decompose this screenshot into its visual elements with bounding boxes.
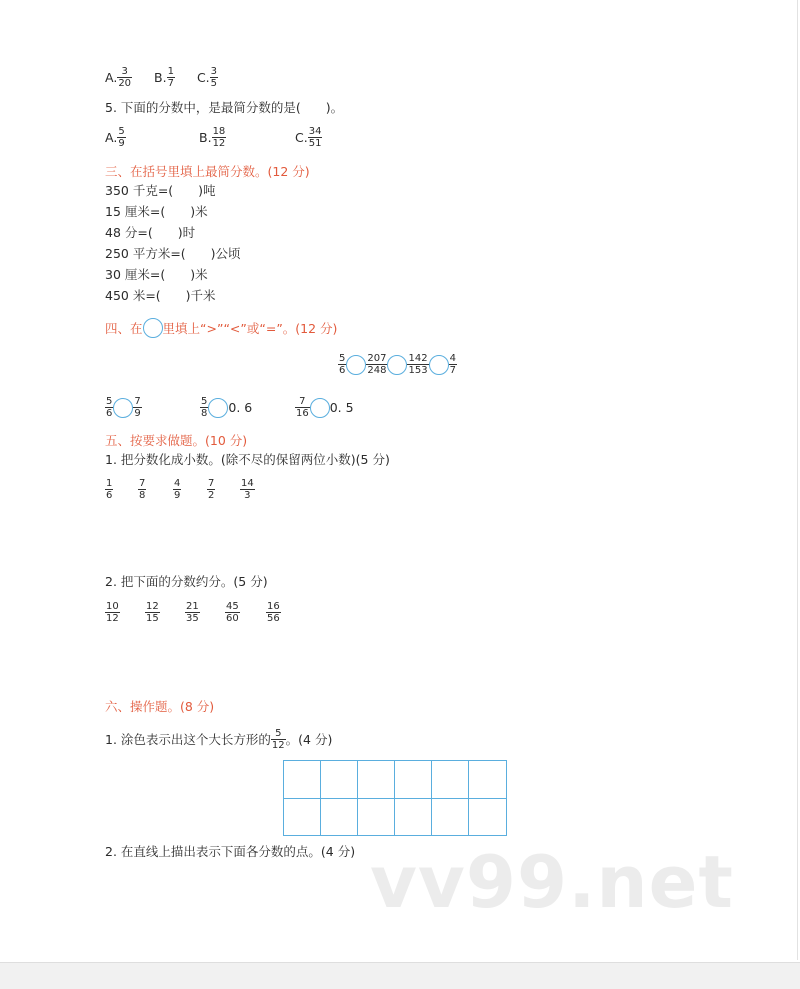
fraction xyxy=(117,126,125,149)
numerator: 7 xyxy=(299,396,306,407)
numerator: 5 xyxy=(275,728,282,739)
numerator: 5 xyxy=(106,396,113,407)
denominator: 9 xyxy=(134,408,141,419)
denominator: 7 xyxy=(449,365,456,376)
numerator: 3 xyxy=(210,66,218,77)
denominator: 56 xyxy=(267,613,280,624)
numerator: 4 xyxy=(174,478,181,489)
numerator: 7 xyxy=(134,396,141,407)
numerator: 7 xyxy=(208,478,215,489)
denominator: 8 xyxy=(139,490,146,501)
numerator: 1 xyxy=(106,478,113,489)
section-3-item: 30 厘米=( )米 xyxy=(105,267,208,282)
fraction xyxy=(105,478,113,501)
denominator: 5 xyxy=(210,78,218,89)
fraction xyxy=(449,353,457,376)
section-5-title: 五、按要求做题。(10 分) xyxy=(105,433,248,448)
title-part: 四、在 xyxy=(105,321,143,336)
denominator: 12 xyxy=(271,740,285,751)
numerator: 10 xyxy=(106,601,119,612)
denominator: 51 xyxy=(308,138,322,149)
fraction xyxy=(138,478,146,501)
watermark: vv99.net xyxy=(370,840,734,924)
fraction xyxy=(225,601,240,624)
section-3-item: 15 厘米=( )米 xyxy=(105,204,208,219)
compare-circle-input[interactable] xyxy=(429,355,449,375)
numerator: 5 xyxy=(339,353,346,364)
fraction xyxy=(308,126,323,149)
title-part: 里填上“>”“<”或“=”。(12 分) xyxy=(162,321,338,336)
fraction xyxy=(145,601,160,624)
fraction xyxy=(133,396,141,419)
denominator: 2 xyxy=(208,490,215,501)
question-text: 1. 涂色表示出这个大长方形的 xyxy=(105,731,271,747)
option-label: A. xyxy=(105,129,118,145)
fraction xyxy=(173,478,181,501)
fraction xyxy=(167,66,175,89)
compare-circle-input[interactable] xyxy=(310,398,330,418)
section-6-title: 六、操作题。(8 分) xyxy=(105,699,215,714)
option-label: B. xyxy=(154,69,167,85)
section-4-title xyxy=(105,318,337,338)
numerator: 12 xyxy=(146,601,159,612)
decimal-value: 0. 5 xyxy=(329,399,354,415)
option-label: A. xyxy=(105,69,118,85)
numerator: 45 xyxy=(226,601,239,612)
section-6-q2: 2. 在直线上描出表示下面各分数的点。(4 分) xyxy=(105,844,356,859)
denominator: 3 xyxy=(244,490,251,501)
section-3-item: 350 千克=( )吨 xyxy=(105,183,216,198)
fraction xyxy=(240,478,255,501)
fraction xyxy=(117,66,132,89)
fraction xyxy=(271,728,286,751)
numerator: 5 xyxy=(201,396,208,407)
option-label: B. xyxy=(199,129,212,145)
denominator: 9 xyxy=(174,490,181,501)
q4-option-b xyxy=(154,66,175,89)
section-3-item: 48 分=( )时 xyxy=(105,225,196,240)
question-text: 。(4 分) xyxy=(285,731,333,747)
coloring-grid[interactable] xyxy=(283,760,507,836)
numerator: 21 xyxy=(186,601,199,612)
section-5-q2: 2. 把下面的分数约分。(5 分) xyxy=(105,574,268,589)
numerator: 16 xyxy=(267,601,280,612)
numerator: 18 xyxy=(212,126,226,137)
q5-question: 5. 下面的分数中，是最简分数的是( )。 xyxy=(105,100,344,115)
compare-circle-input[interactable] xyxy=(113,398,133,418)
section-4-pair-1 xyxy=(105,396,142,419)
denominator: 60 xyxy=(226,613,239,624)
compare-circle-input[interactable] xyxy=(346,355,366,375)
numerator: 3 xyxy=(121,66,128,77)
fraction xyxy=(105,601,120,624)
fraction xyxy=(207,478,215,501)
q5-option-b xyxy=(199,126,226,149)
section-4-pair-2 xyxy=(200,396,252,419)
fraction xyxy=(266,601,281,624)
q5-option-a xyxy=(105,126,126,149)
compare-circle-input[interactable] xyxy=(208,398,228,418)
fraction xyxy=(185,601,200,624)
section-5-q1: 1. 把分数化成小数。(除不尽的保留两位小数)(5 分) xyxy=(105,452,390,467)
section-3-title: 三、在括号里填上最简分数。(12 分) xyxy=(105,164,310,179)
denominator: 15 xyxy=(146,613,159,624)
fraction xyxy=(295,396,310,419)
denominator: 248 xyxy=(367,365,387,376)
section-6-q1 xyxy=(105,728,332,751)
denominator: 16 xyxy=(296,408,309,419)
fraction xyxy=(407,353,428,376)
denominator: 12 xyxy=(212,138,226,149)
bottom-bar xyxy=(0,962,800,989)
section-3-item: 250 平方米=( )公顷 xyxy=(105,246,241,261)
denominator: 6 xyxy=(106,490,113,501)
decimal-value: 0. 6 xyxy=(228,399,253,415)
numerator: 5 xyxy=(118,126,125,137)
fraction xyxy=(212,126,227,149)
option-label: C. xyxy=(196,69,210,85)
fraction xyxy=(200,396,208,419)
numerator: 34 xyxy=(308,126,322,137)
numerator: 14 xyxy=(241,478,254,489)
numerator: 207 xyxy=(367,353,387,364)
section-4-chain xyxy=(338,353,457,376)
fraction xyxy=(105,396,113,419)
denominator: 6 xyxy=(106,408,113,419)
compare-circle-input[interactable] xyxy=(387,355,407,375)
numerator: 142 xyxy=(408,353,428,364)
numerator: 4 xyxy=(449,353,456,364)
denominator: 7 xyxy=(167,78,174,89)
section-3-item: 450 米=( )千米 xyxy=(105,288,216,303)
compare-circle-icon xyxy=(143,318,163,338)
fraction xyxy=(210,66,218,89)
denominator: 12 xyxy=(106,613,119,624)
denominator: 35 xyxy=(186,613,199,624)
option-label: C. xyxy=(295,129,308,145)
numerator: 7 xyxy=(139,478,146,489)
q4-options xyxy=(105,66,218,89)
denominator: 6 xyxy=(339,365,346,376)
denominator: 153 xyxy=(408,365,428,376)
numerator: 1 xyxy=(167,66,174,77)
q5-option-c xyxy=(295,126,322,149)
denominator: 20 xyxy=(118,78,132,89)
section-4-pair-3 xyxy=(295,396,354,419)
fraction xyxy=(366,353,387,376)
denominator: 9 xyxy=(118,138,125,149)
denominator: 8 xyxy=(201,408,208,419)
q4-option-a xyxy=(105,66,132,89)
q4-option-c xyxy=(197,66,218,89)
fraction xyxy=(338,353,346,376)
